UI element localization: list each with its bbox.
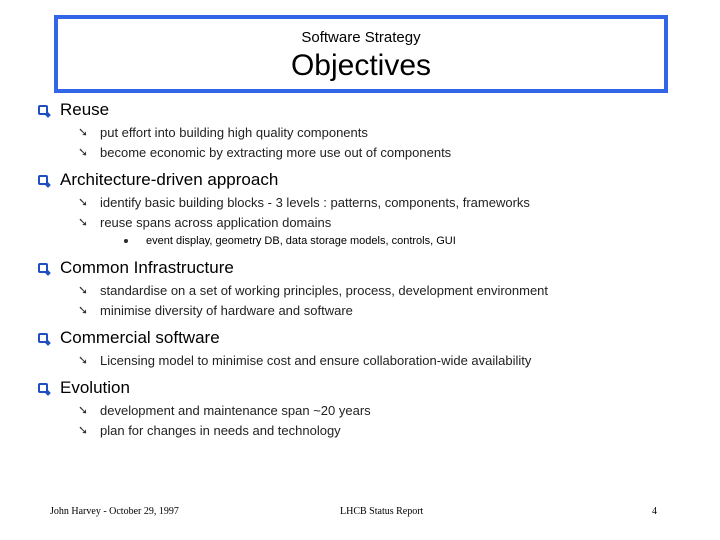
q-box-bullet-icon xyxy=(38,263,48,273)
q-box-bullet-icon xyxy=(38,383,48,393)
sub-list-item xyxy=(38,232,698,250)
section-heading-text: Common Infrastructure xyxy=(60,258,234,277)
list-item xyxy=(38,122,698,142)
arrow-bullet-icon: ➘ xyxy=(77,283,89,297)
section-heading-text: Architecture-driven approach xyxy=(60,170,279,189)
section-heading xyxy=(38,376,698,400)
footer-page-number: 4 xyxy=(652,506,657,517)
q-box-bullet-icon xyxy=(38,175,48,185)
arrow-bullet-icon: ➘ xyxy=(77,145,89,159)
arrow-bullet-icon: ➘ xyxy=(77,403,89,417)
footer-author-date: John Harvey - October 29, 1997 xyxy=(50,506,179,517)
q-box-bullet-icon xyxy=(38,105,48,115)
list-item-text: development and maintenance span ~20 years xyxy=(100,402,371,418)
section-infrastructure xyxy=(38,256,698,326)
section-heading-text: Commercial software xyxy=(60,328,220,347)
section-heading xyxy=(38,256,698,280)
arrow-bullet-icon: ➘ xyxy=(77,353,89,367)
list-item-text: become economic by extracting more use out of components xyxy=(100,144,452,160)
arrow-bullet-icon: ➘ xyxy=(77,125,89,139)
section-commercial xyxy=(38,326,698,376)
list-item xyxy=(38,142,698,162)
section-evolution xyxy=(38,376,698,440)
list-item-text: standardise on a set of working principles, process, development environment xyxy=(100,282,549,298)
arrow-bullet-icon: ➘ xyxy=(77,195,89,209)
section-architecture xyxy=(38,168,698,256)
section-heading-text: Reuse xyxy=(60,100,110,119)
title-box xyxy=(54,15,668,93)
section-reuse xyxy=(38,98,698,168)
dot-bullet-icon xyxy=(124,239,128,243)
q-box-bullet-icon xyxy=(38,333,48,343)
list-item-text: Licensing model to minimise cost and ensure collaboration-wide availability xyxy=(100,352,532,368)
list-item-text: identify basic building blocks - 3 levels : patterns, components, frameworks xyxy=(100,194,530,210)
list-item xyxy=(38,212,698,232)
list-item xyxy=(38,300,698,320)
arrow-bullet-icon: ➘ xyxy=(77,423,89,437)
arrow-bullet-icon: ➘ xyxy=(77,303,89,317)
footer-report-title: LHCB Status Report xyxy=(340,506,424,517)
section-heading xyxy=(38,168,698,192)
list-item-text: reuse spans across application domains xyxy=(100,214,332,230)
list-item-text: put effort into building high quality components xyxy=(100,124,368,140)
list-item-text: plan for changes in needs and technology xyxy=(100,422,341,438)
arrow-bullet-icon: ➘ xyxy=(77,215,89,229)
list-item-text: minimise diversity of hardware and software xyxy=(100,302,353,318)
sub-list-item-text: event display, geometry DB, data storage models, controls, GUI xyxy=(146,235,456,247)
section-heading-text: Evolution xyxy=(60,378,130,397)
list-item xyxy=(38,400,698,420)
section-heading xyxy=(38,98,698,122)
list-item xyxy=(38,280,698,300)
section-heading xyxy=(38,326,698,350)
slide-content xyxy=(38,98,698,440)
list-item xyxy=(38,350,698,370)
list-item xyxy=(38,420,698,440)
slide-subtitle: Software Strategy xyxy=(301,29,421,46)
slide-title: Objectives xyxy=(290,49,432,82)
list-item xyxy=(38,192,698,212)
